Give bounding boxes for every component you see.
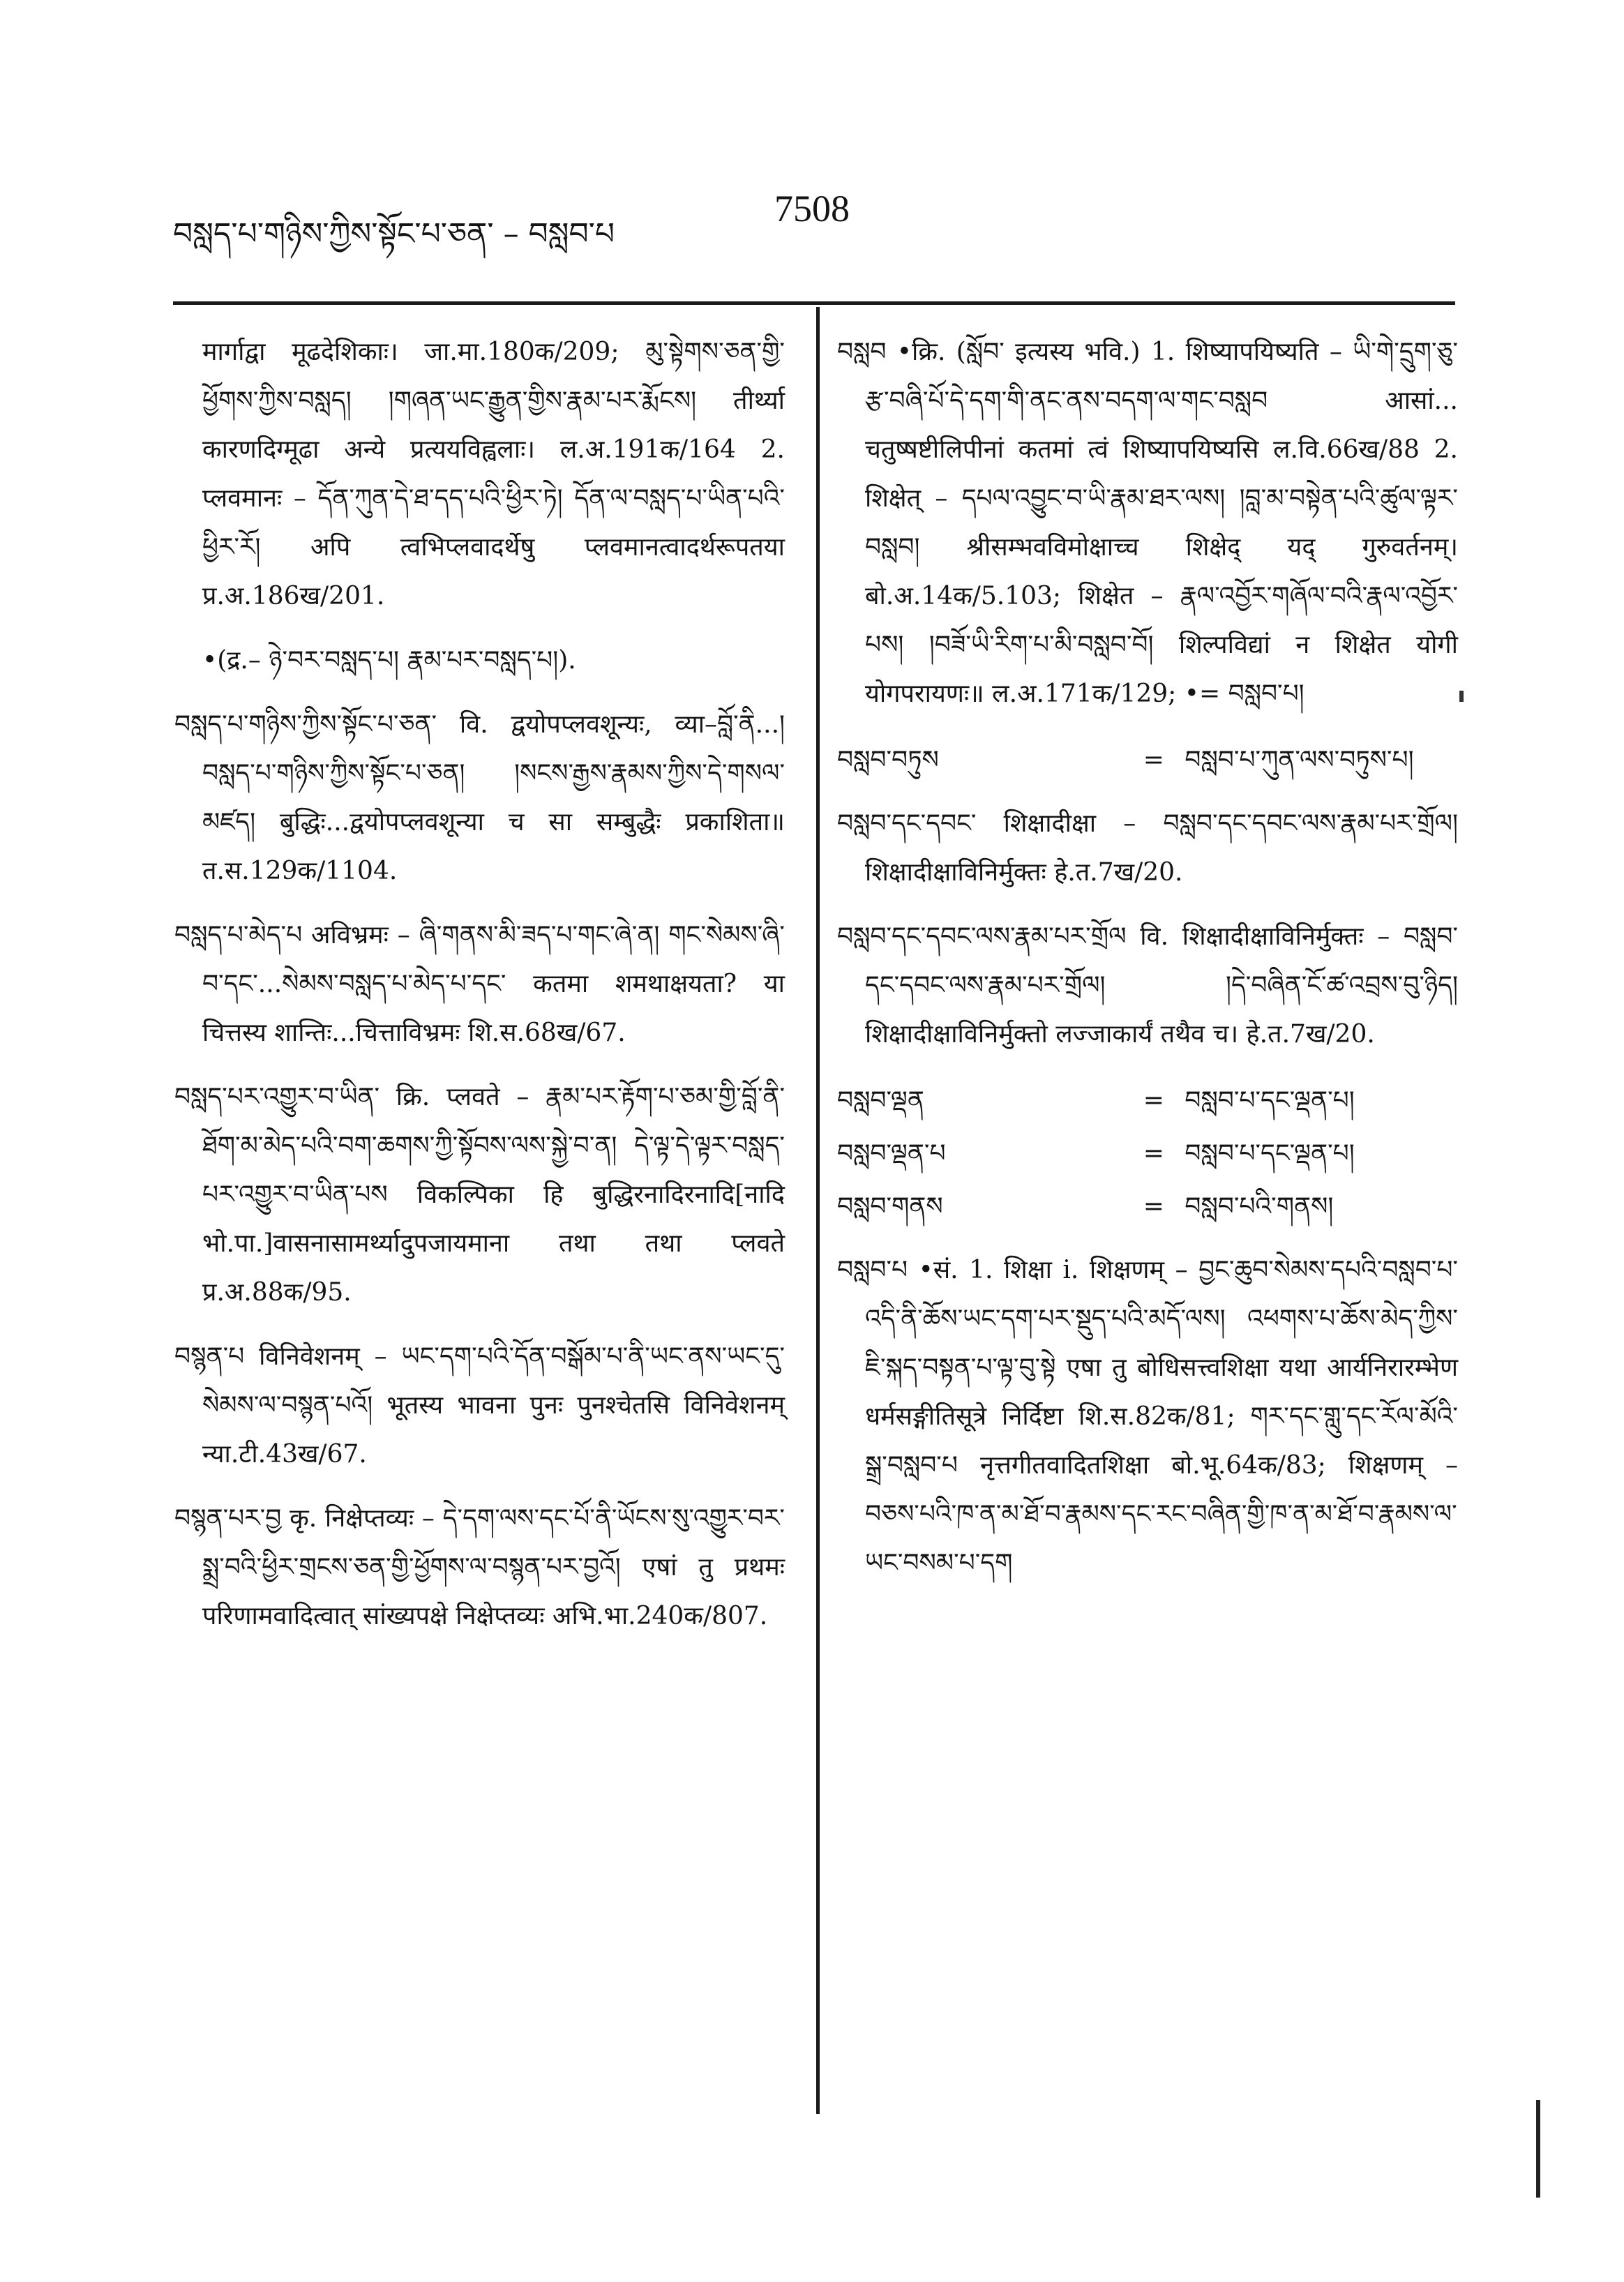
- equivalence-target: བསླབ་པ་དང་ལྡན་པ།: [1185, 1139, 1355, 1168]
- dictionary-entry: བསླད་པ་གཉིས་ཀྱིས་སྟོང་པ་ཅན་ वि. द्वयोपप्लवशून्यः, व्या–བློ་ནི...།བསླད་པ་གཉིས་ཀྱིས་སྟོང་པ་ཅན། །སངས་རྒྱས་རྣམས་ཀྱིས་དེ་གསལ་མཛད། बुद्धिः...द्वयोपप्लवशून्या च सा सम्बुद्धैः प्रकाशिता॥ त.स.129क/1104.: [174, 710, 785, 885]
- equals-sign: =: [1143, 1192, 1164, 1221]
- scan-speck: [1459, 691, 1464, 702]
- equivalence-term: བསླབ་ལྡན: [837, 1086, 924, 1115]
- dictionary-entry: मार्गाद्वा मूढदेशिकाः। जा.मा.180क/209; མུ་སྟེགས་ཅན་གྱི་ཕྱོགས་ཀྱིས་བསླད། །གཞན་ཡང་རྒྱུན་གྱིས་རྣམ་པར་རྨོངས། तीर्थ्या कारणदिग्मूढा अन्ये प्रत्ययविह्वलाः। ल.अ.191क/164 2. प्लवमानः – དོན་ཀུན་དེ་ཐ་དད་པའི་ཕྱིར་ཏེ། དོན་ལ་བསླད་པ་ཡིན་པའི་ཕྱིར་རོ། अपि त्वभिप्लवादर्थेषु प्लवमानत्वादर्थरूपतया प्र.अ.186ख/201.: [202, 338, 785, 610]
- dictionary-entry: བསླད་པར་འགྱུར་བ་ཡིན་ क्रि. प्लवते – རྣམ་པར་རྟོག་པ་ཅམ་གྱི་བློ་ནི་ཐོག་མ་མེད་པའི་བག་ཆགས་ཀྱི་སྟོབས་ལས་སྐྱེ་བ་ན། དེ་ལྟ་དེ་ལྟར་བསླད་པར་འགྱུར་བ་ཡིན་པས विकल्पिका हि बुद्धिरनादिरनादि[नादि भो.पा.]वासनासामर्थ्यादुपजायमाना तथा तथा प्लवते प्र.अ.88क/95.: [174, 1083, 785, 1307]
- equivalence-target: བསླབ་པའི་གནས།: [1185, 1192, 1334, 1221]
- dictionary-entry: བསྙན་པར་བྱ कृ. निक्षेप्तव्यः – དེ་དག་ལས་དང་པོ་ནི་ཡོངས་སུ་འགྱུར་བར་སྨྲ་བའི་ཕྱིར་གྲངས་ཅན་གྱི་ཕྱོགས་ལ་བསྙན་པར་བྱའོ། एषां तु प्रथमः परिणामवादित्वात् सांख्यपक्षे निक्षेप्तव्यः अभि.भा.240क/807.: [174, 1504, 785, 1630]
- equals-sign: =: [1143, 1086, 1164, 1115]
- header-rule: [173, 301, 1455, 305]
- equals-sign: =: [1143, 1139, 1164, 1168]
- dictionary-entry: བསླབ་པ •सं. 1. शिक्षा i. शिक्षणम् – བྱང་ཆུབ་སེམས་དཔའི་བསླབ་པ་འདི་ནི་ཆོས་ཡང་དག་པར་སྡུད་པའི་མདོ་ལས། འཕགས་པ་ཆོས་མེད་ཀྱིས་ཇི་སྐད་བསྟན་པ་ལྟ་བུ་སྟེ एषा तु बोधिसत्त्वशिक्षा यथा आर्यनिरारम्भेण धर्मसङ्गीतिसूत्रे निर्दिष्टा शि.स.82क/81; གར་དང་གླུ་དང་རོལ་མོའི་སྒྲ་བསླབ་པ नृत्तगीतवादितशिक्षा बो.भू.64क/83; शिक्षणम् – བཅས་པའི་ཁ་ན་མ་ཐོ་བ་རྣམས་དང་རང་བཞིན་གྱི་ཁ་ན་མ་ཐོ་བ་རྣམས་ལ་ཡང་བསམ་པ་དག: [837, 1256, 1458, 1577]
- equivalence-term: བསླབ་གནས: [837, 1192, 943, 1221]
- right-column: [837, 328, 1458, 1603]
- cross-reference: •(द्र.– ཉེ་བར་བསླད་པ། རྣམ་པར་བསླད་པ།).: [202, 646, 576, 675]
- equivalence-target: བསླབ་པ་ཀུན་ལས་བཏུས་པ།: [1185, 746, 1414, 774]
- dictionary-entry: བསླབ •क्रि. (སློབ་ इत्यस्य भवि.) 1. शिष्यापयिष्यति – ཡི་གེ་དྲུག་ཅུ་རྩ་བཞི་པོ་དེ་དག་གི་ནང་ནས་བདག་ལ་གང་བསླབ आसां... चतुष्षष्टीलिपीनां कतमां त्वं शिष्यापयिष्यसि ल.वि.66ख/88 2. शिक्षेत् – དཔལ་འབྱུང་བ་ཡི་རྣམ་ཐར་ལས། །བླ་མ་བསྟེན་པའི་ཚུལ་ལྟར་བསླབ། श्रीसम्भवविमोक्षाच्च शिक्षेद् यद् गुरुवर्तनम्। बो.अ.14क/5.103; शिक्षेत – རྣལ་འབྱོར་གཞོལ་བའི་རྣལ་འབྱོར་པས། །བཟོ་ཡི་རིག་པ་མི་བསླབ་བོ། शिल्पविद्यां न शिक्षेत योगी योगपरायणः॥ ल.अ.171क/129; •= བསླབ་པ།: [837, 338, 1458, 708]
- running-head: བསླད་པ་གཉིས་ཀྱིས་སྟོང་པ་ཅན་ – བསླབ་པ: [173, 216, 615, 252]
- dictionary-entry: བསླབ་དང་དབང་ལས་རྣམ་པར་གྲོལ वि. शिक्षादीक्षाविनिर्मुक्तः – བསླབ་དང་དབང་ལས་རྣམ་པར་གྲོལ། །དེ་བཞིན་ངོ་ཚ་འབྲས་བུ་ཉིད། शिक्षादीक्षाविनिर्मुक्तो लज्जाकार्यं तथैव च। हे.त.7ख/20.: [837, 922, 1458, 1049]
- left-column: [174, 328, 785, 1656]
- equivalence-target: བསླབ་པ་དང་ལྡན་པ།: [1185, 1086, 1355, 1115]
- page-number: 7508: [774, 188, 850, 230]
- equivalence-row: [837, 734, 1458, 787]
- equivalence-row: [837, 1180, 1458, 1233]
- page-header: [173, 187, 1450, 250]
- equals-sign: =: [1143, 746, 1164, 774]
- equivalence-table: [837, 734, 1458, 787]
- dictionary-entry: བསླད་པ་མེད་པ अविभ्रमः – ཞི་གནས་མི་ཟད་པ་གང་ཞེ་ན། གང་སེམས་ཞི་བ་དང་...སེམས་བསླད་པ་མེད་པ་དང་ कतमा शमथाक्षयता? या चित्तस्य शान्तिः...चित्ताविभ्रमः शि.स.68ख/67.: [174, 921, 785, 1047]
- scan-edge-mark: [1536, 2100, 1540, 2198]
- equivalence-term: བསླབ་བཏུས: [837, 746, 939, 774]
- equivalence-row: [837, 1074, 1458, 1127]
- equivalence-term: བསླབ་ལྡན་པ: [837, 1139, 946, 1168]
- equivalence-row: [837, 1127, 1458, 1180]
- column-divider: [816, 307, 820, 2114]
- dictionary-entry: བསླབ་དང་དབང་ शिक्षादीक्षा – བསླབ་དང་དབང་ལས་རྣམ་པར་གྲོལ། शिक्षादीक्षाविनिर्मुक्तः हे.त.7ख/20.: [837, 809, 1458, 887]
- equivalence-table: [837, 1074, 1458, 1233]
- dictionary-entry: བསྙན་པ विनिवेशनम् – ཡང་དག་པའི་དོན་བསྒོམ་པ་ནི་ཡང་ནས་ཡང་དུ་སེམས་ལ་བསྙན་པའོ། भूतस्य भावना पुनः पुनश्चेतसि विनिवेशनम् न्या.टी.43ख/67.: [174, 1342, 785, 1469]
